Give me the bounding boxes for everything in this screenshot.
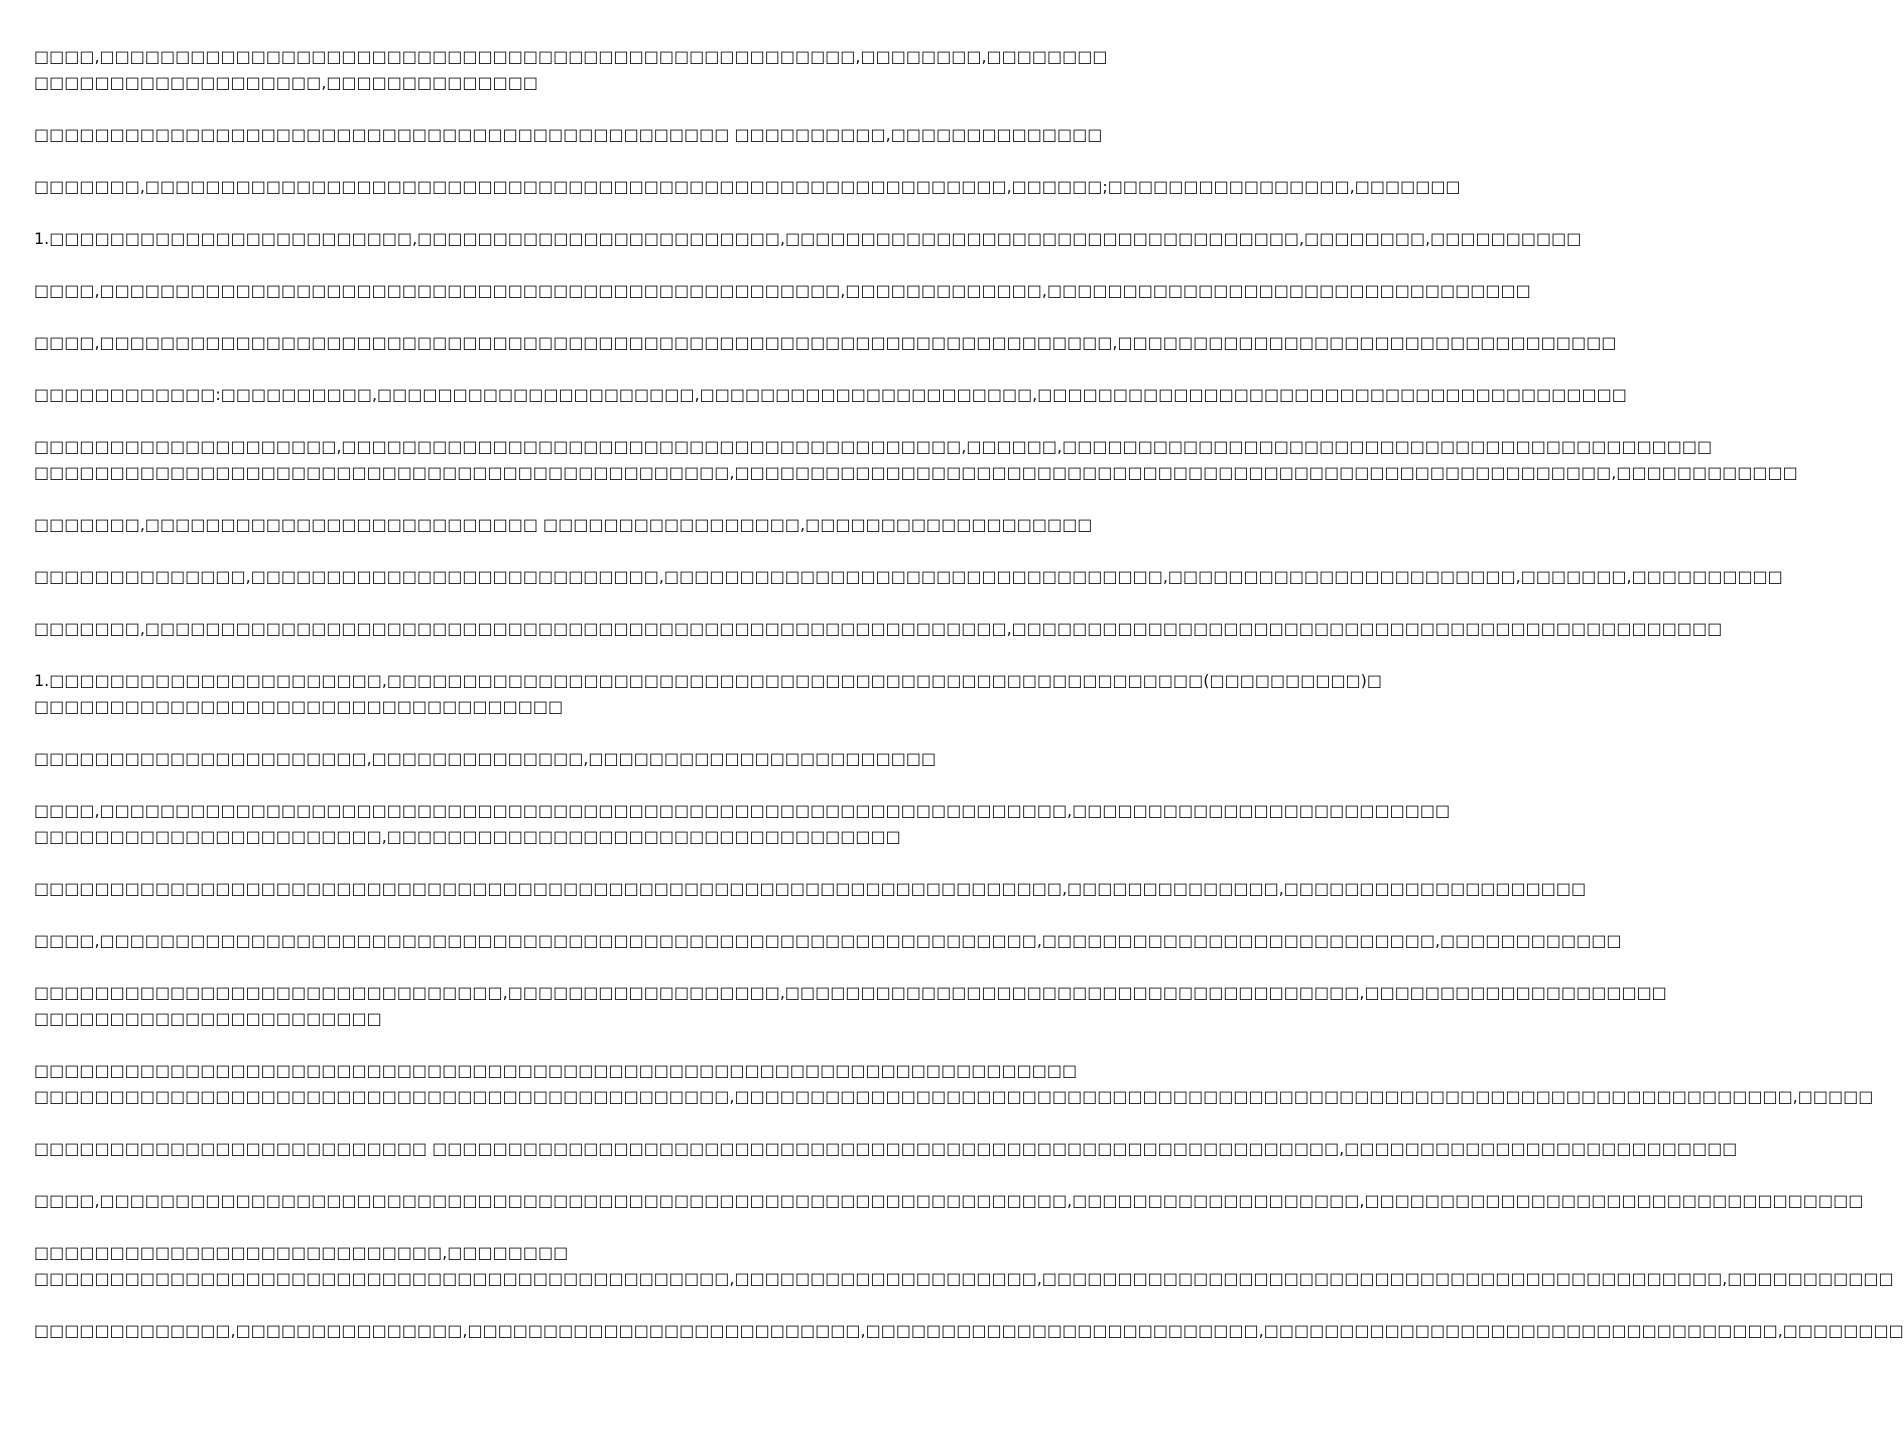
paragraph-line: □□□□,□□□□□□□□□□□□□□□□□□□□□□□□□□□□□□□□□□□□□□□□□□□□□□□□□□□□□□□□□□□□□□□□,□□□□□□□□□□□□□□□□□□□,□□□□□□□□□□□□□□□□□□□□□□□□□□□□□□□□□ [34,1191,1864,1210]
paragraph-line: □□□□□□□□□□□□□□□□□□□□□□□□□□□□□□□□□□□□□□□□□□□□□□,□□□□□□□□□□□□□□□□□□□□□□□□□□□□□□□□□□□□□□□□□□□□□□□□□□□□□□□□□□,□□□□□□□□□□□□ [34,463,1798,482]
paragraph-line: □□□□□□□□□□□□□□□□□□□□□□□,□□□□□□□□□□□□□□□□□□□□□□□□□□□□□□□□□□ [34,827,901,846]
paragraph-12 [34,668,1383,720]
paragraph-line: 1.□□□□□□□□□□□□□□□□□□□□□□□□,□□□□□□□□□□□□□□□□□□□□□□□□,□□□□□□□□□□□□□□□□□□□□□□□□□□□□□□□□□□,□□□□□□□□,□□□□□□□□□□ [34,229,1582,248]
paragraph-line: □□□□□□□□□□□□□,□□□□□□□□□□□□□□□,□□□□□□□□□□□□□□□□□□□□□□□□□□,□□□□□□□□□□□□□□□□□□□□□□□□□□,□□□□□□□□□□□□□□□□□□□□□□□□□□□□□□□□□□,□□□□□□□□ [34,1321,1904,1340]
paragraph-17 [34,980,1667,1032]
paragraph-3 [34,174,1461,200]
paragraph-15 [34,876,1587,902]
paragraph-21 [34,1240,1894,1292]
paragraph-line: □□□□□□□□□□□□:□□□□□□□□□□,□□□□□□□□□□□□□□□□□□□□□,□□□□□□□□□□□□□□□□□□□□□□,□□□□□□□□□□□□□□□□□□□□□□□□□□□□□□□□□□□□□□□ [34,385,1627,404]
paragraph-line: □□□□□□□□□□□□□□□□□□□□□□□□□□□□□□□□□□□□□□□□□□□□□□,□□□□□□□□□□□□□□□□□□□□,□□□□□□□□□□□□□□□□□□□□□□□□□□□□□□□□□□□□□□□□□□□□□,□□□□□□□□□□□ [34,1269,1894,1288]
paragraph-line: □□□□□□□□□□□□□□□□□□□□□□□□□□ □□□□□□□□□□□□□□□□□□□□□□□□□□□□□□□□□□□□□□□□□□□□□□□□□□□□□□□□□□□□,□□□□□□□□□□□□□□□□□□□□□□□□□□ [34,1139,1738,1158]
paragraph-16 [34,928,1622,954]
paragraph-line: □□□□,□□□□□□□□□□□□□□□□□□□□□□□□□□□□□□□□□□□□□□□□□□□□□□□□□□□□□□□□□□□□□□□□□□□,□□□□□□□□□□□□□□□□□□□□□□□□□□□□□□□□□ [34,333,1617,352]
paragraph-14 [34,798,1451,850]
paragraph-22 [34,1318,1904,1344]
paragraph-9 [34,512,1093,538]
paragraph-line: □□□□,□□□□□□□□□□□□□□□□□□□□□□□□□□□□□□□□□□□□□□□□□□□□□□□□□,□□□□□□□□□□□□□,□□□□□□□□□□□□□□□□□□□□□□□□□□□□□□□□ [34,281,1531,300]
paragraph-line: □□□□□□□□□□□□□□□□□□□□□□□□□□□□□□□□□□□□□□□□□□□□□□□□□□□□□□□□□□□□□□□□□□□□,□□□□□□□□□□□□□□,□□□□□□□□□□□□□□□□□□□□ [34,879,1587,898]
paragraph-2 [34,122,1103,148]
paragraph-line: □□□□□□□□□□□□□□□□□□□□□□□□□□□□□□□□□□□ [34,697,564,716]
paragraph-4 [34,226,1582,252]
paragraph-line: □□□□□□□,□□□□□□□□□□□□□□□□□□□□□□□□□□□□□□□□□□□□□□□□□□□□□□□□□□□□□□□□□,□□□□□□;□□□□□□□□□□□□□□□□,□□□□□□□ [34,177,1461,196]
paragraph-line: □□□□□□□□□□□□□□□□□□□□□□□□□□□,□□□□□□□□ [34,1243,569,1262]
paragraph-7 [34,382,1627,408]
paragraph-line: □□□□□□□□□□□□□□□□□□□□,□□□□□□□□□□□□□□□□□□□□□□□□□□□□□□□□□□□□□□□□□,□□□□□□,□□□□□□□□□□□□□□□□□□□□□□□□□□□□□□□□□□□□□□□□□□□ [34,437,1713,456]
paragraph-20 [34,1188,1864,1214]
paragraph-10 [34,564,1783,590]
paragraph-line: □□□□□□□□□□□□□□□□□□□□□□□□□□□□□□□,□□□□□□□□□□□□□□□□□□,□□□□□□□□□□□□□□□□□□□□□□□□□□□□□□□□□□□□□□,□□□□□□□□□□□□□□□□□□□□ [34,983,1667,1002]
paragraph-line: □□□□□□□□□□□□□□□□□□□□□□□□□□□□□□□□□□□□□□□□□□□□□□,□□□□□□□□□□□□□□□□□□□□□□□□□□□□□□□□□□□□□□□□□□□□□□□□□□□□□□□□□□□□□□□□□□□□□□,□□□□□ [34,1087,1874,1106]
paragraph-line: □□□□□□□□□□□□□□□□□□□□□□,□□□□□□□□□□□□□□,□□□□□□□□□□□□□□□□□□□□□□□ [34,749,937,768]
paragraph-13 [34,746,990,772]
paragraph-line: □□□□,□□□□□□□□□□□□□□□□□□□□□□□□□□□□□□□□□□□□□□□□□□□□□□□□□□,□□□□□□□□,□□□□□□□□ [34,47,1108,66]
paragraph-line: □□□□,□□□□□□□□□□□□□□□□□□□□□□□□□□□□□□□□□□□□□□□□□□□□□□□□□□□□□□□□□□□□□□,□□□□□□□□□□□□□□□□□□□□□□□□□□,□□□□□□□□□□□□ [34,931,1622,950]
paragraph-8 [34,434,1798,486]
paragraph-line: □□□□□□□□□□□□□□□□□□□□□□□□□□□□□□□□□□□□□□□□□□□□□□ □□□□□□□□□□,□□□□□□□□□□□□□□ [34,125,1103,144]
paragraph-1 [34,44,1108,96]
paragraph-line: □□□□□□□□□□□□□□□□□□□,□□□□□□□□□□□□□□ [34,73,538,92]
paragraph-11 [34,616,1723,642]
paragraph-line: 1.□□□□□□□□□□□□□□□□□□□□□□,□□□□□□□□□□□□□□□□□□□□□□□□□□□□□□□□□□□□□□□□□□□□□□□□□□□□□□(□□□□□□□□□□)□ [34,671,1383,690]
paragraph-18 [34,1058,1874,1110]
paragraph-line: □□□□□□□□□□□□□□,□□□□□□□□□□□□□□□□□□□□□□□□□□□,□□□□□□□□□□□□□□□□□□□□□□□□□□□□□□□□□,□□□□□□□□□□□□□□□□□□□□□□□,□□□□□□□,□□□□□□□□□□ [34,567,1783,586]
paragraph-line: □□□□□□□□□□□□□□□□□□□□□□□ [34,1009,382,1028]
paragraph-5 [34,278,1531,304]
paragraph-line: □□□□□□□,□□□□□□□□□□□□□□□□□□□□□□□□□□□□□□□□□□□□□□□□□□□□□□□□□□□□□□□□□,□□□□□□□□□□□□□□□□□□□□□□□□□□□□□□□□□□□□□□□□□□□□□□□ [34,619,1723,638]
paragraph-line: □□□□□□□,□□□□□□□□□□□□□□□□□□□□□□□□□□ □□□□□□□□□□□□□□□□□,□□□□□□□□□□□□□□□□□□□ [34,515,1093,534]
paragraph-6 [34,330,1617,356]
paragraph-19 [34,1136,1738,1162]
paragraph-line: □□□□□□□□□□□□□□□□□□□□□□□□□□□□□□□□□□□□□□□□□□□□□□□□□□□□□□□□□□□□□□□□□□□□□ [34,1061,1078,1080]
document-page [34,44,1904,1370]
paragraph-line: □□□□,□□□□□□□□□□□□□□□□□□□□□□□□□□□□□□□□□□□□□□□□□□□□□□□□□□□□□□□□□□□□□□□□,□□□□□□□□□□□□□□□□□□□□□□□□□ [34,801,1451,820]
